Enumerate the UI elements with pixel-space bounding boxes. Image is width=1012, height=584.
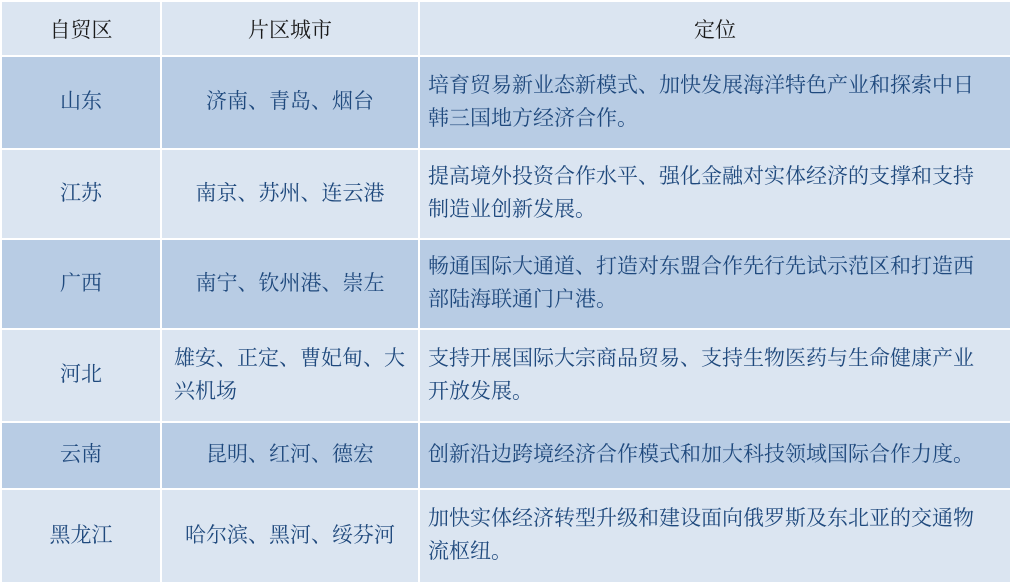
cities-cell: 雄安、正定、曹妃甸、大兴机场 bbox=[162, 330, 418, 421]
cities-cell: 昆明、红河、德宏 bbox=[162, 423, 418, 488]
zone-cell: 江苏 bbox=[2, 150, 160, 238]
cities-cell: 南京、苏州、连云港 bbox=[162, 150, 418, 238]
positioning-cell: 支持开展国际大宗商品贸易、支持生物医药与生命健康产业开放发展。 bbox=[420, 330, 1010, 421]
cities-cell: 济南、青岛、烟台 bbox=[162, 57, 418, 148]
positioning-cell: 创新沿边跨境经济合作模式和加大科技领域国际合作力度。 bbox=[420, 423, 1010, 488]
cities-cell: 哈尔滨、黑河、绥芬河 bbox=[162, 490, 418, 582]
positioning-cell: 培育贸易新业态新模式、加快发展海洋特色产业和探索中日韩三国地方经济合作。 bbox=[420, 57, 1010, 148]
table-header-row bbox=[2, 2, 1010, 55]
table-row bbox=[2, 490, 1010, 582]
table-row bbox=[2, 150, 1010, 238]
table-row bbox=[2, 57, 1010, 148]
table-row bbox=[2, 423, 1010, 488]
positioning-cell: 畅通国际大通道、打造对东盟合作先行先试示范区和打造西部陆海联通门户港。 bbox=[420, 240, 1010, 328]
zone-cell: 山东 bbox=[2, 57, 160, 148]
positioning-cell: 加快实体经济转型升级和建设面向俄罗斯及东北亚的交通物流枢纽。 bbox=[420, 490, 1010, 582]
cities-cell: 南宁、钦州港、崇左 bbox=[162, 240, 418, 328]
column-header-positioning: 定位 bbox=[420, 2, 1010, 55]
positioning-cell: 提高境外投资合作水平、强化金融对实体经济的支撑和支持制造业创新发展。 bbox=[420, 150, 1010, 238]
zone-cell: 云南 bbox=[2, 423, 160, 488]
table-row bbox=[2, 240, 1010, 328]
column-header-zone: 自贸区 bbox=[2, 2, 160, 55]
zone-cell: 黑龙江 bbox=[2, 490, 160, 582]
column-header-cities: 片区城市 bbox=[162, 2, 418, 55]
zone-cell: 广西 bbox=[2, 240, 160, 328]
zone-cell: 河北 bbox=[2, 330, 160, 421]
table-row bbox=[2, 330, 1010, 421]
